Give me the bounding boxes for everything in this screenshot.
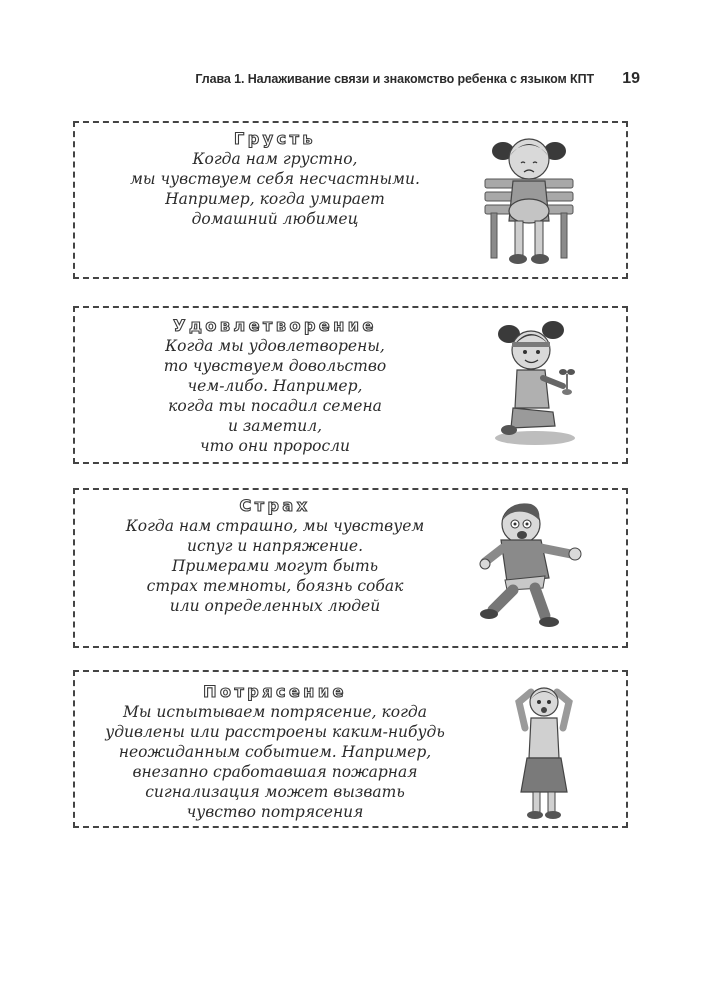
running-header <box>60 70 646 94</box>
girl-with-sprout-illustration <box>493 316 583 448</box>
card-line: и заметил, <box>227 417 323 435</box>
card-line: когда ты посадил семена <box>168 397 382 415</box>
card-line: Например, когда умирает <box>165 190 385 208</box>
card-line: то чувствуем довольство <box>163 357 387 375</box>
card-title: Удовлетворение <box>173 316 377 335</box>
emotion-card-sadness <box>73 121 628 279</box>
card-line: мы чувствуем себя несчастными. <box>130 170 420 188</box>
card-line: или определенных людей <box>169 597 381 615</box>
card-line: страх темноты, боязнь собак <box>146 577 404 595</box>
card-text <box>75 316 475 456</box>
card-line: Мы испытываем потрясение, когда <box>123 703 427 721</box>
emotion-card-shock <box>73 670 628 828</box>
card-title: Грусть <box>234 129 316 148</box>
card-line: сигнализация может вызвать <box>145 783 405 801</box>
card-line: Примерами могут быть <box>171 557 379 575</box>
card-line: внезапно сработавшая пожарная <box>132 763 418 781</box>
card-title: Потрясение <box>203 682 347 701</box>
card-text <box>75 129 475 229</box>
shocked-girl-illustration <box>511 680 577 822</box>
emotion-card-satisfaction <box>73 306 628 464</box>
card-title: Страх <box>239 496 311 515</box>
card-line: чем-либо. Например, <box>187 377 363 395</box>
card-line: Когда нам страшно, мы чувствуем <box>125 517 425 535</box>
card-line: домашний любимец <box>191 210 359 228</box>
card-text <box>75 496 475 616</box>
card-line: неожиданным событием. Например, <box>118 743 432 761</box>
card-line: Когда нам грустно, <box>192 150 358 168</box>
frightened-boy-illustration <box>479 498 587 634</box>
card-line: что они проросли <box>199 437 351 455</box>
emotion-card-fear <box>73 488 628 648</box>
card-line: испуг и напряжение. <box>186 537 363 555</box>
sad-girl-illustration <box>483 129 575 269</box>
card-text <box>75 682 475 822</box>
card-line: чувство потрясения <box>186 803 364 821</box>
card-line: Когда мы удовлетворены, <box>165 337 385 355</box>
page-number: 19 <box>622 70 640 87</box>
chapter-title: Глава 1. Налаживание связи и знакомство ребенка с языком КПТ <box>195 72 594 86</box>
card-line: удивлены или расстроены каким-нибудь <box>105 723 445 741</box>
